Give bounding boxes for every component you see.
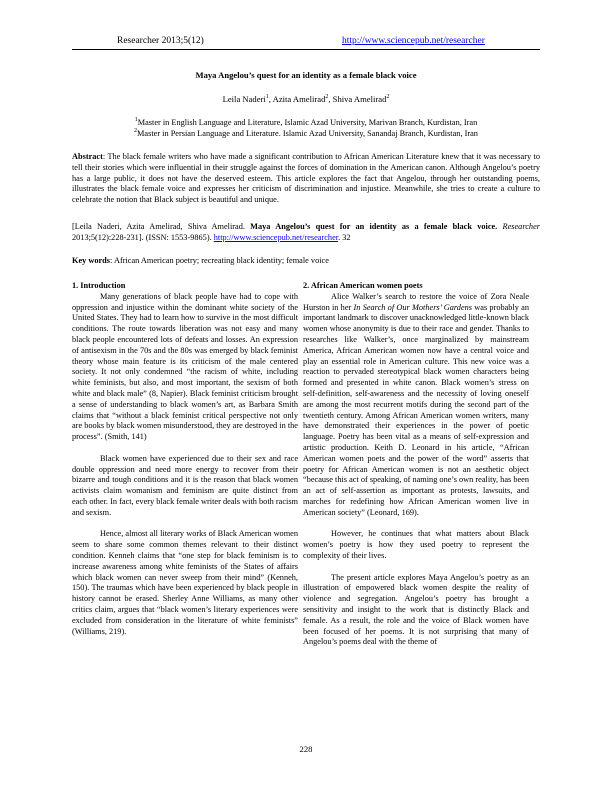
left-column — [72, 281, 298, 637]
right-column — [303, 281, 529, 648]
journal-issue: Researcher 2013;5(12) — [117, 36, 204, 46]
section-1-paragraph-2: Black women have experienced due to their sex and race double oppression and need more energy to recover from their bizarre and tough conditions and it is the reason that black women activists claim womanism and feminism are quite distinct from each other. In fact, every black female writer deals with both racism and sexism. — [72, 453, 298, 517]
section-1-paragraph-3: Hence, almost all literary works of Black American women seem to share some common themes relevant to their distinct condition. Kenneh claims that “one step for black feminism is to increase awareness among white feminists of the States of affairs which black women can never sweep from their mind” (Kenneh, 150). The traumas which have been experienced by black people in history cannot be erased. Sherley Anne Williams, as many other critics claim, argues that “black women’s literary experiences were excluded from consideration in the literature of white feminists” (Williams, 219). — [72, 529, 298, 636]
author-3: Shiva Amelirad — [332, 94, 387, 104]
section-2-heading: 2. African American women poets — [303, 281, 423, 290]
keywords — [72, 256, 540, 267]
section-1-heading: 1. Introduction — [72, 281, 126, 290]
citation: [Leila Naderi, Azita Amelirad, Shiva Amelirad. Maya Angelou’s quest for an identity as a female black voice. Researcher 2013;5(12):228-231]. (ISSN: 1553-9865). http://www.sciencepub.net/researcher. 32 — [72, 222, 540, 242]
author-2: Azita Amelirad — [272, 94, 326, 104]
book-title: In Search of Our Mothers’ Gardens — [353, 302, 473, 312]
citation-link[interactable]: http://www.sciencepub.net/researcher — [213, 232, 339, 242]
article-title: Maya Angelou’s quest for an identity as a female black voice — [195, 70, 417, 80]
author-1: Leila Naderi — [222, 94, 266, 104]
citation-journal: Researcher — [502, 222, 540, 231]
section-1-paragraph-1: Many generations of black people have had to cope with oppression and injustice within the dominant white society of the United States. They had to learn how to survive in the most difficult conditions. The route towards liberation was not easy and many black people encountered lots of defeats and losses. An expression of antisexism in the 70s and the 80s was emerged by black feminist theory whose main feature is its criticism of the male centered society. It not only condemned “the racism of white, including white feminists, but also, and most important, the sexism of both white and black male” (8, Napier). Black feminist criticism brought a sense of understanding to black women’s art, as Barbara Smith claims that “without a black feminist critical perspective not only are books by black women misunderstood, they are destroyed in the process”. (Smith, 141) — [72, 291, 298, 442]
affiliation-1: $^1$Master in English Language and Literature, Islamic Azad University, Marivan Branch, Kurdistan, Iran — [134, 117, 478, 127]
citation-title: Maya Angelou’s quest for an identity as a female black voice. — [250, 222, 498, 231]
affiliation-2: $^2$Master in Persian Language and Literature. Islamic Azad University, Sanandaj Branch, Kurdistan, Iran — [134, 128, 478, 138]
section-2-paragraph-2: However, he continues that what matters about Black women’s poetry is how they used poetry to represent the complexity of their lives. — [303, 529, 529, 560]
abstract — [72, 152, 540, 206]
author-2-affiliation: 2 — [325, 94, 329, 101]
section-2-paragraph-3: The present article explores Maya Angelou’s poetry as an illustration of empowered black women despite the reality of violence and segregation. Angelou’s poetry has brought a sensitivity and insight to the work that is distinctly Black and female. As a result, the role and the voice of Black women have been focused of her poems. It is not surprising that many of Angelou’s poems deal with the theme of — [303, 572, 529, 647]
author-3-affiliation: 2 — [386, 94, 390, 101]
section-2-paragraph-1: Alice Walker’s search to restore the voice of Zora Neale Hurston in her In Search of Our Mothers’ Gardens was probably an important landmark to discover unacknowledged little-known black women whose anonymity is due to their race and gender. Thanks to researches like Walker’s, once marginalized by mainstream America, African American women now have a central voice and play an essential role in American culture. This new voice was a reaction to pervaded stereotypical black women characters being formed and presented in white canon. Black women’s stress on self-definition, self-awareness and the necessity of loving oneself are among the most recurrent motifs during the second part of the twentieth century. Among African American women writers, many have demonstrated their experiences in the power of poetic language. Poetry has been vital as a means of self-expression and artistic production. Keith D. Leonard in his article, “African American women poets and the power of the word” asserts that poetry for African American women is not an aesthetic object “because this act of speaking, of naming one’s own reality, has been an act of self-assertion as important as protests, lawsuits, and marches for redefining how African American women live in American society” (Leonard, 169). — [303, 291, 529, 517]
page-number: 228 — [299, 744, 313, 754]
author-list: Leila Naderi$^1$, Azita Amelirad$^2$, Shiva Amelirad$^2$ — [222, 94, 390, 104]
author-1-affiliation: 1 — [265, 94, 269, 101]
keywords-label: Key words — [72, 256, 111, 265]
running-header — [72, 36, 540, 50]
keywords-text: : African American poetry; recreating black identity; female voice — [110, 256, 329, 265]
abstract-text: : The black female writers who have made a significant contribution to African American Literature knew that it was necessary to tell their stories which were influential in their struggle against the forces of domination in the American canon. Although Angelou’s poetry has a large public, it does not have the deserved esteem. This article explores the fact that Angelou, through her outstanding poems, illustrates the black female voice and expresses her criticism of discrimination and injustice. Meanwhile, she tries to create a culture to celebrate the notion that Black subject is beautiful and unique. — [72, 152, 540, 205]
journal-url-link[interactable]: http://www.sciencepub.net/researcher — [342, 36, 485, 46]
abstract-label: Abstract — [72, 152, 103, 161]
